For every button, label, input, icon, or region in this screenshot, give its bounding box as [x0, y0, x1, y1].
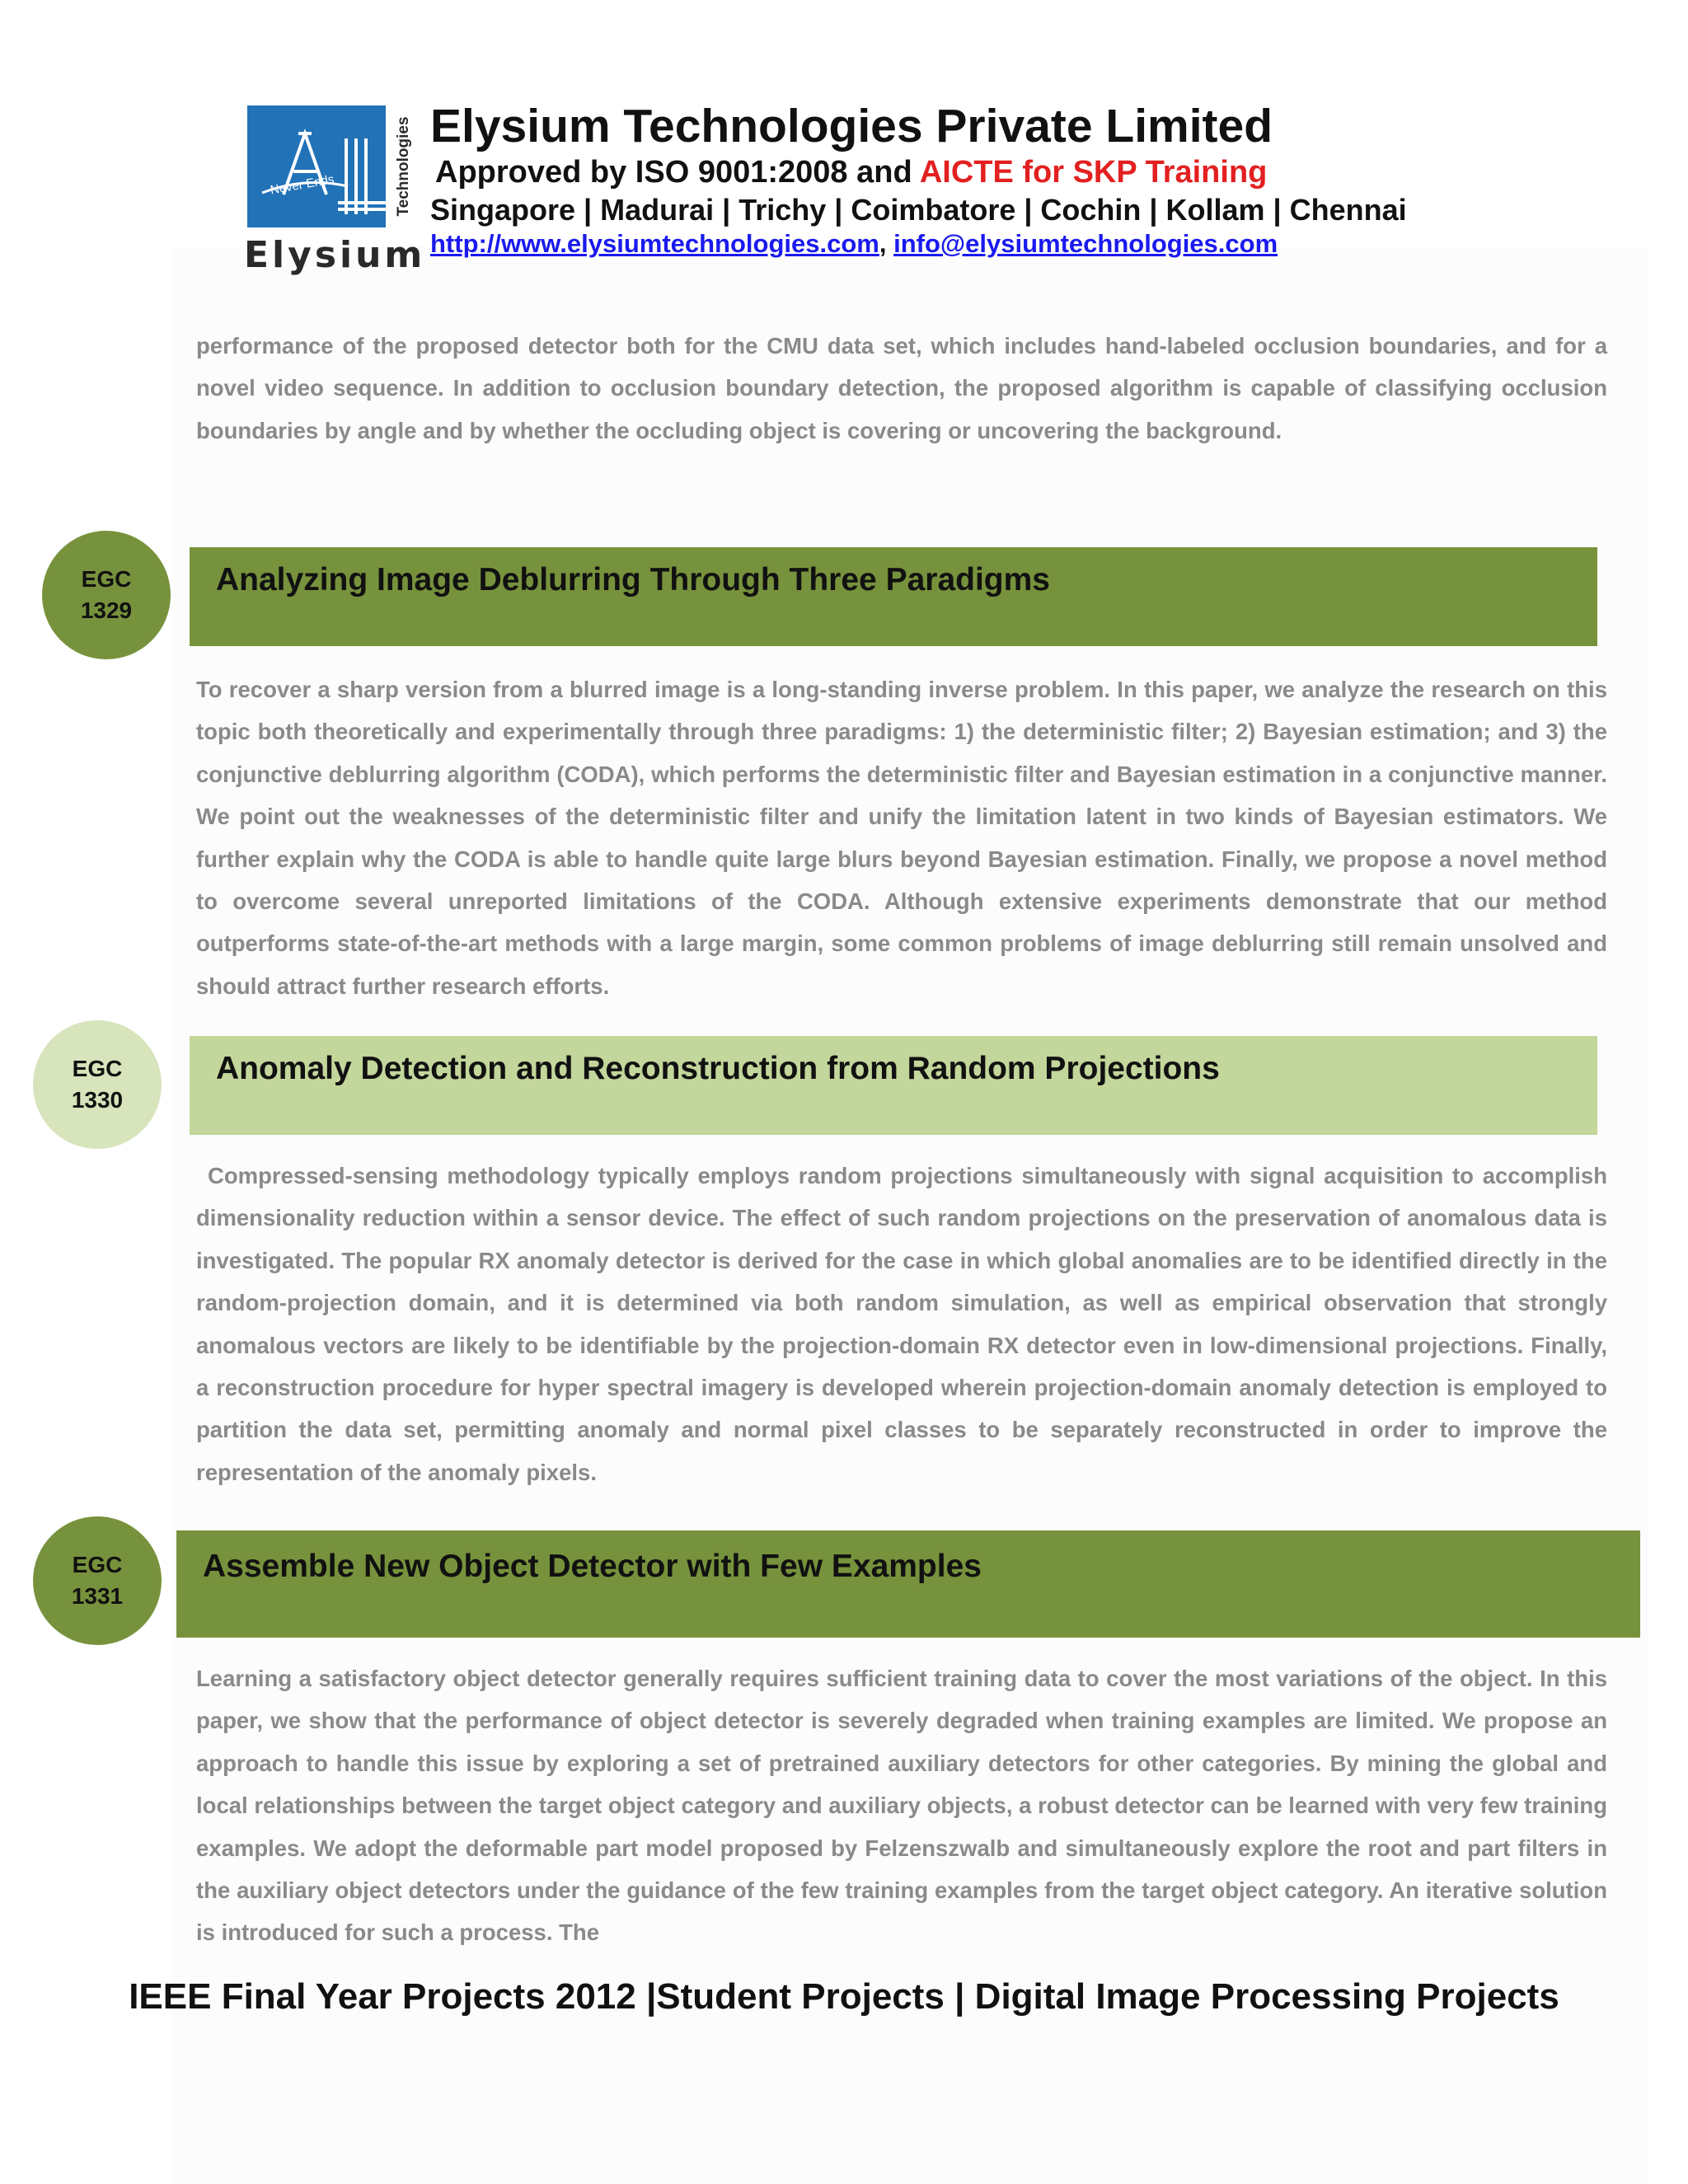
website-link[interactable]: http://www.elysiumtechnologies.com	[430, 229, 879, 258]
page-footer: IEEE Final Year Projects 2012 |Student Projects | Digital Image Processing Projects	[129, 1976, 1559, 2017]
code-number: 1329	[80, 598, 133, 623]
section-abstract-1330: Compressed-sensing methodology typically employs random projections simultaneously with signal acquisition to accomplish dimensionality reduction within a sensor device. The effect of such random projections on the preservation of anomalous data is investigated. The popular RX anomaly detector is derived for the case in which global anomalies are to be identified directly in the random-projection domain, and it is determined via both random simulation, as well as empirical observation that strongly anomalous vectors are likely to be identifiable by the projection-domain RX detector even in low-dimensional projections. Finally, a reconstruction procedure for hyper spectral imagery is developed wherein projection-domain anomaly detection is employed to partition the data set, permitting anomaly and normal pixel classes to be separately reconstructed in order to improve the representation of the anomaly pixels.	[196, 1163, 1607, 1485]
section-title: Assemble New Object Detector with Few Examples	[203, 1549, 982, 1584]
contact-links	[430, 229, 1278, 259]
section-code-badge-1331	[33, 1516, 162, 1645]
approval-prefix: Approved by ISO 9001:2008 and	[435, 155, 920, 190]
company-logo	[247, 105, 386, 227]
code-prefix: EGC	[72, 1552, 123, 1577]
company-name: Elysium Technologies Private Limited	[430, 100, 1273, 152]
code-number: 1330	[71, 1087, 124, 1113]
section-banner-1331	[176, 1530, 1640, 1638]
email-link[interactable]: info@elysiumtechnologies.com	[893, 229, 1278, 258]
section-banner-1330	[190, 1036, 1597, 1135]
section-code-badge-1330	[33, 1020, 162, 1149]
logo-wordmark: Elysium	[244, 234, 426, 276]
logo-vertical-label: Technologies	[395, 116, 412, 217]
section-title: Anomaly Detection and Reconstruction from Random Projections	[216, 1051, 1220, 1086]
code-number: 1331	[71, 1583, 124, 1609]
section-banner-1329	[190, 547, 1597, 646]
cities-line: Singapore | Madurai | Trichy | Coimbatore | Cochin | Kollam | Chennai	[430, 193, 1407, 227]
approval-line	[435, 155, 1267, 190]
logo-emblem-icon	[247, 105, 386, 227]
code-prefix: EGC	[72, 1056, 123, 1081]
approval-highlight: AICTE for SKP Training	[919, 155, 1268, 190]
section-abstract-1329: To recover a sharp version from a blurred image is a long-standing inverse problem. In this paper, we analyze the research on this topic both theoretically and experimentally through three paradigms: 1) the deterministic filter; 2) Bayesian estimation; and 3) the conjunctive deblurring algorithm (CODA), which performs the deterministic filter and Bayesian estimation in a conjunctive manner. We point out the weaknesses of the deterministic filter and unify the limitation latent in two kinds of Bayesian estimators. We further explain why the CODA is able to handle quite large blurs beyond Bayesian estimation. Finally, we propose a novel method to overcome several unreported limitations of the CODA. Although extensive experiments demonstrate that our method outperforms state-of-the-art methods with a large margin, some common problems of image deblurring still remain unsolved and should attract further research efforts.	[196, 677, 1607, 999]
section-abstract-1331: Learning a satisfactory object detector generally requires sufficient training data to cover the most variations of the object. In this paper, we show that the performance of object detector is severely degraded when training examples are limited. We propose an approach to handle this issue by exploring a set of pretrained auxiliary detectors for other categories. By mining the global and local relationships between the target object category and auxiliary objects, a robust detector can be learned with very few training examples. We adopt the deformable part model proposed by Felzenszwalb and simultaneously explore the root and part filters in the auxiliary object detectors under the guidance of the few training examples from the target object category. An iterative solution is introduced for such a process. The	[196, 1666, 1607, 1946]
intro-paragraph: performance of the proposed detector both for the CMU data set, which includes hand-labeled occlusion boundaries, and for a novel video sequence. In addition to occlusion boundary detection, the proposed algorithm is capable of classifying occlusion boundaries by angle and by whether the occluding object is covering or uncovering the background.	[196, 333, 1607, 443]
code-prefix: EGC	[81, 566, 132, 592]
logo-tagline: Never Ends	[269, 172, 335, 198]
section-title: Analyzing Image Deblurring Through Three Paradigms	[216, 562, 1050, 598]
logo-vertical-text	[394, 105, 414, 227]
link-separator: ,	[879, 229, 894, 258]
section-code-badge-1329	[42, 531, 171, 659]
